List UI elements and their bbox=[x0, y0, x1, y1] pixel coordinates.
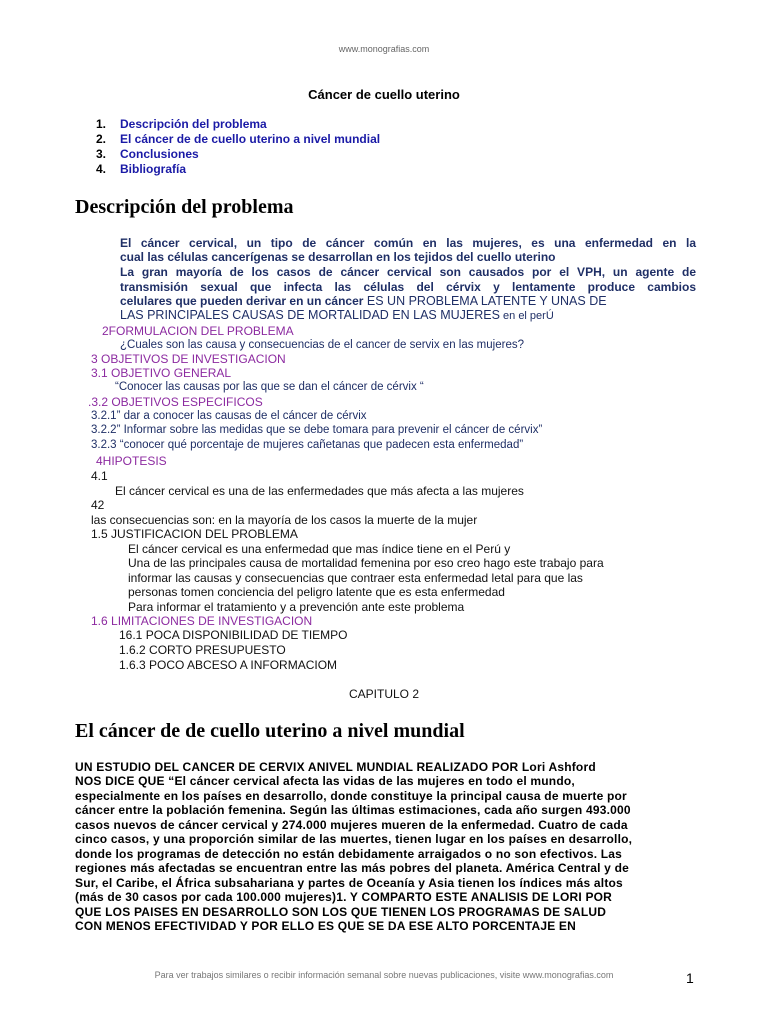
vph-line-2: transmisión sexual que infecta las células del cérvix y lentamente produce cambios bbox=[120, 280, 696, 294]
toc-item-link[interactable]: El cáncer de de cuello uterino a nivel mundial bbox=[120, 132, 381, 146]
vph-line-4-main: LAS PRINCIPALES CAUSAS DE MORTALIDAD EN LAS MUJERES bbox=[120, 308, 500, 322]
vph-line-4-small: en el perÚ bbox=[499, 310, 554, 322]
objetivo-especifico-1: 3.2.1” dar a conocer las causas de el cáncer de cérvix bbox=[91, 410, 367, 422]
objetivos-especificos-heading: .3.2 OBJETIVOS ESPECIFICOS bbox=[88, 395, 263, 409]
mundial-line-8: regiones más afectadas se encuentran entre las más pobres del planeta. América Central y de bbox=[75, 861, 629, 875]
intro-line-1: El cáncer cervical, un tipo de cáncer común en las mujeres, es una enfermedad en la bbox=[120, 236, 696, 250]
hipotesis-text-2: las consecuencias son: en la mayoría de los casos la muerte de la mujer bbox=[91, 513, 478, 527]
mundial-line-7: donde los programas de detección no están debidamente arraigados o no son efectivos. Las bbox=[75, 847, 623, 861]
vph-line-1: La gran mayoría de los casos de cáncer cervical son causados por el VPH, un agente de bbox=[120, 265, 696, 279]
limitacion-1: 16.1 POCA DISPONIBILIDAD DE TIEMPO bbox=[119, 628, 348, 642]
toc-item-link[interactable]: Conclusiones bbox=[120, 147, 199, 161]
research-question: ¿Cuales son las causa y consecuencias de el cancer de servix en las mujeres? bbox=[120, 339, 524, 351]
limitacion-2: 1.6.2 CORTO PRESUPUESTO bbox=[119, 643, 286, 657]
formulacion-heading: 2FORMULACION DEL PROBLEMA bbox=[102, 324, 294, 338]
mundial-line-6: cinco casos, y una proporción similar de las muertes, tienen lugar en los países en desarrollo, bbox=[75, 832, 633, 846]
hipotesis-number-2: 42 bbox=[91, 498, 105, 512]
chapter-label: CAPITULO 2 bbox=[348, 687, 420, 701]
footer-note: Para ver trabajos similares o recibir información semanal sobre nuevas publicaciones, visite www.monografias.com bbox=[154, 970, 614, 980]
justificacion-line-1: El cáncer cervical es una enfermedad que mas índice tiene en el Perú y bbox=[128, 542, 511, 556]
section-heading-nivel-mundial: El cáncer de de cuello uterino a nivel mundial bbox=[75, 720, 465, 742]
mundial-line-11: QUE LOS PAISES EN DESARROLLO SON LOS QUE TIENEN LOS PROGRAMAS DE SALUD bbox=[75, 905, 607, 919]
objetivo-general-text: “Conocer las causas por las que se dan el cáncer de cérvix “ bbox=[115, 381, 424, 393]
mundial-line-12: CON MENOS EFECTIVIDAD Y POR ELLO ES QUE SE DA ESE ALTO PORCENTAJE EN bbox=[75, 919, 577, 933]
justificacion-line-5: Para informar el tratamiento y a prevención ante este problema bbox=[128, 600, 465, 614]
justificacion-line-3: informar las causas y consecuencias que contraer esta enfermedad letal para que las bbox=[128, 571, 583, 585]
mundial-line-9: Sur, el Caribe, el África subsahariana y partes de Oceanía y Asia tienen los índices más altos bbox=[75, 876, 623, 890]
vph-line-3-rest: ES UN PROBLEMA LATENTE Y UNAS DE bbox=[363, 294, 607, 308]
hipotesis-text-1: El cáncer cervical es una de las enfermedades que más afecta a las mujeres bbox=[115, 484, 524, 498]
mundial-line-2: NOS DICE QUE “El cáncer cervical afecta las vidas de las mujeres en todo el mundo, bbox=[75, 774, 575, 788]
toc-item-number: 4. bbox=[96, 162, 107, 176]
page-number: 1 bbox=[686, 970, 694, 986]
vph-line-4 bbox=[120, 308, 554, 322]
toc-item-2[interactable] bbox=[96, 132, 496, 146]
toc-item-number: 3. bbox=[96, 147, 107, 161]
mundial-line-1: UN ESTUDIO DEL CANCER DE CERVIX ANIVEL MUNDIAL REALIZADO POR Lori Ashford bbox=[75, 760, 596, 774]
mundial-line-4: cáncer entre la población femenina. Según las últimas estimaciones, cada año surgen 493.000 bbox=[75, 803, 631, 817]
justificacion-line-2: Una de las principales causa de mortalidad femenina por eso creo hago este trabajo para bbox=[128, 556, 604, 570]
site-header: www.monografias.com bbox=[338, 44, 430, 54]
limitacion-3: 1.6.3 POCO ABCESO A INFORMACIOM bbox=[119, 658, 338, 672]
vph-line-3-bold: celulares que pueden derivar en un cáncer bbox=[120, 294, 364, 308]
intro-line-2: cual las células cancerígenas se desarrollan en los tejidos del cuello uterino bbox=[120, 250, 556, 264]
objetivo-especifico-2: 3.2.2” Informar sobre las medidas que se debe tomara para prevenir el cáncer de cérvix” bbox=[91, 424, 543, 436]
justificacion-line-4: personas tomen conciencia del peligro latente que es esta enfermedad bbox=[128, 585, 505, 599]
hipotesis-heading: 4HIPOTESIS bbox=[96, 454, 167, 468]
toc-item-number: 2. bbox=[96, 132, 107, 146]
justificacion-heading: 1.5 JUSTIFICACION DEL PROBLEMA bbox=[91, 527, 298, 541]
hipotesis-number-1: 4.1 bbox=[91, 469, 108, 483]
mundial-line-3: especialmente en los países en desarrollo, donde constituye la principal causa de muerte por bbox=[75, 789, 627, 803]
vph-line-3 bbox=[120, 294, 607, 308]
objetivos-heading: 3 OBJETIVOS DE INVESTIGACION bbox=[91, 352, 286, 366]
mundial-line-5: casos nuevos de cáncer cervical y 274.000 mujeres mueren de la enfermedad. Cuatro de cada bbox=[75, 818, 628, 832]
toc-item-number: 1. bbox=[96, 117, 107, 131]
objetivo-general-heading: 3.1 OBJETIVO GENERAL bbox=[91, 366, 232, 380]
limitaciones-heading: 1.6 LIMITACIONES DE INVESTIGACION bbox=[91, 614, 313, 628]
section-heading-descripcion: Descripción del problema bbox=[75, 196, 294, 218]
toc-item-4[interactable] bbox=[96, 162, 496, 176]
toc-item-1[interactable] bbox=[96, 117, 496, 131]
document-title: Cáncer de cuello uterino bbox=[308, 87, 460, 102]
objetivo-especifico-3: 3.2.3 “conocer qué porcentaje de mujeres cañetanas que padecen esta enfermedad” bbox=[91, 439, 524, 451]
toc-item-3[interactable] bbox=[96, 147, 496, 161]
toc-item-link[interactable]: Descripción del problema bbox=[120, 117, 267, 131]
mundial-line-10: (más de 30 casos por cada 100.000 mujeres)1. Y COMPARTO ESTE ANALISIS DE LORI POR bbox=[75, 890, 613, 904]
toc-item-link[interactable]: Bibliografía bbox=[120, 162, 187, 176]
